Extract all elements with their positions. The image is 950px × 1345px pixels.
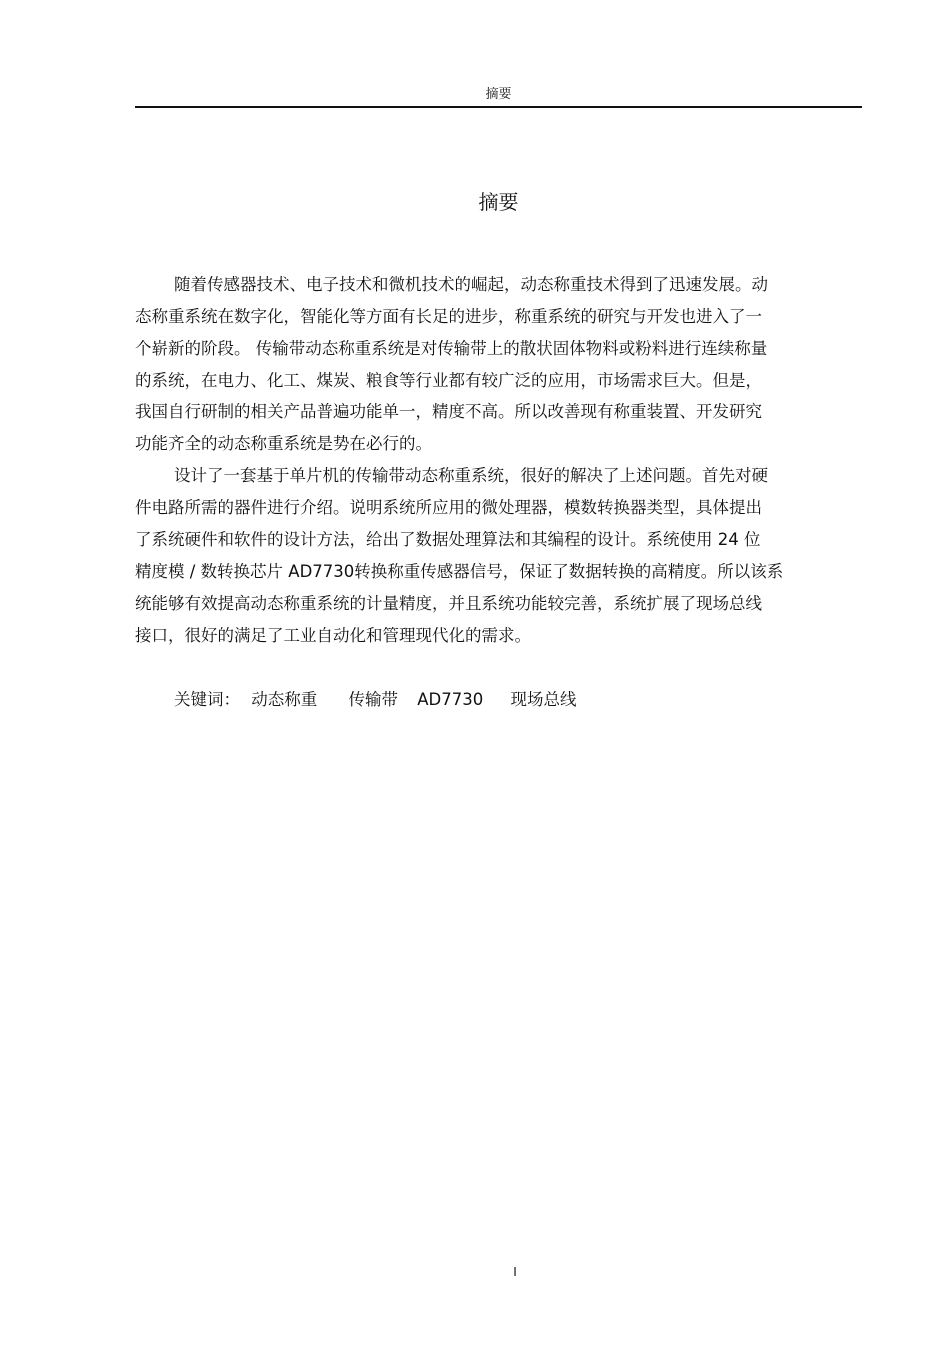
keyword-item: 传输带 [348, 690, 398, 709]
keyword-item: AD7730 [417, 690, 484, 709]
paragraph-1-line-1: 随着传感器技术、电子技术和微机技术的崛起，动态称重技术得到了迅速发展。动 [174, 275, 768, 294]
running-header: 摘要 [485, 87, 512, 102]
paragraph-2-line-3: 了系统硬件和软件的设计方法，给出了数据处理算法和其编程的设计。系统使用 24 位 [135, 530, 761, 549]
paragraph-2-line-2: 件电路所需的器件进行介绍。说明系统所应用的微处理器，模数转换器类型，具体提出 [135, 498, 762, 517]
keyword-item: 现场总线 [510, 690, 577, 709]
keyword-item: 动态称重 [251, 690, 318, 709]
paragraph-2-line-5: 统能够有效提高动态称重系统的计量精度，并且系统功能较完善，系统扩展了现场总线 [135, 594, 762, 613]
paragraph-2-line-4: 精度模 / 数转换芯片 AD7730转换称重传感器信号，保证了数据转换的高精度。所以该系 [135, 562, 784, 581]
keywords [174, 688, 576, 712]
header-rule [135, 106, 862, 108]
paragraph-1-line-3: 个崭新的阶段。 传输带动态称重系统是对传输带上的散状固体物料或粉料进行连续称量 [135, 339, 768, 358]
page-number: I [513, 1265, 517, 1279]
paragraph-1-line-6: 功能齐全的动态称重系统是势在必行的。 [135, 434, 432, 453]
paragraph-1-line-2: 态称重系统在数字化，智能化等方面有长足的进步，称重系统的研究与开发也进入了一 [135, 307, 762, 326]
paragraph-1-line-5: 我国自行研制的相关产品普遍功能单一，精度不高。所以改善现有称重装置、开发研究 [135, 402, 762, 421]
paragraph-2-line-6: 接口，很好的满足了工业自动化和管理现代化的需求。 [135, 626, 531, 645]
paragraph-2-line-1: 设计了一套基于单片机的传输带动态称重系统，很好的解决了上述问题。首先对硬 [174, 466, 768, 485]
keywords-label: 关键词： [174, 690, 240, 709]
paragraph-1-line-4: 的系统，在电力、化工、煤炭、粮食等行业都有较广泛的应用，市场需求巨大。但是， [135, 371, 762, 390]
page-title: 摘要 [478, 190, 519, 214]
